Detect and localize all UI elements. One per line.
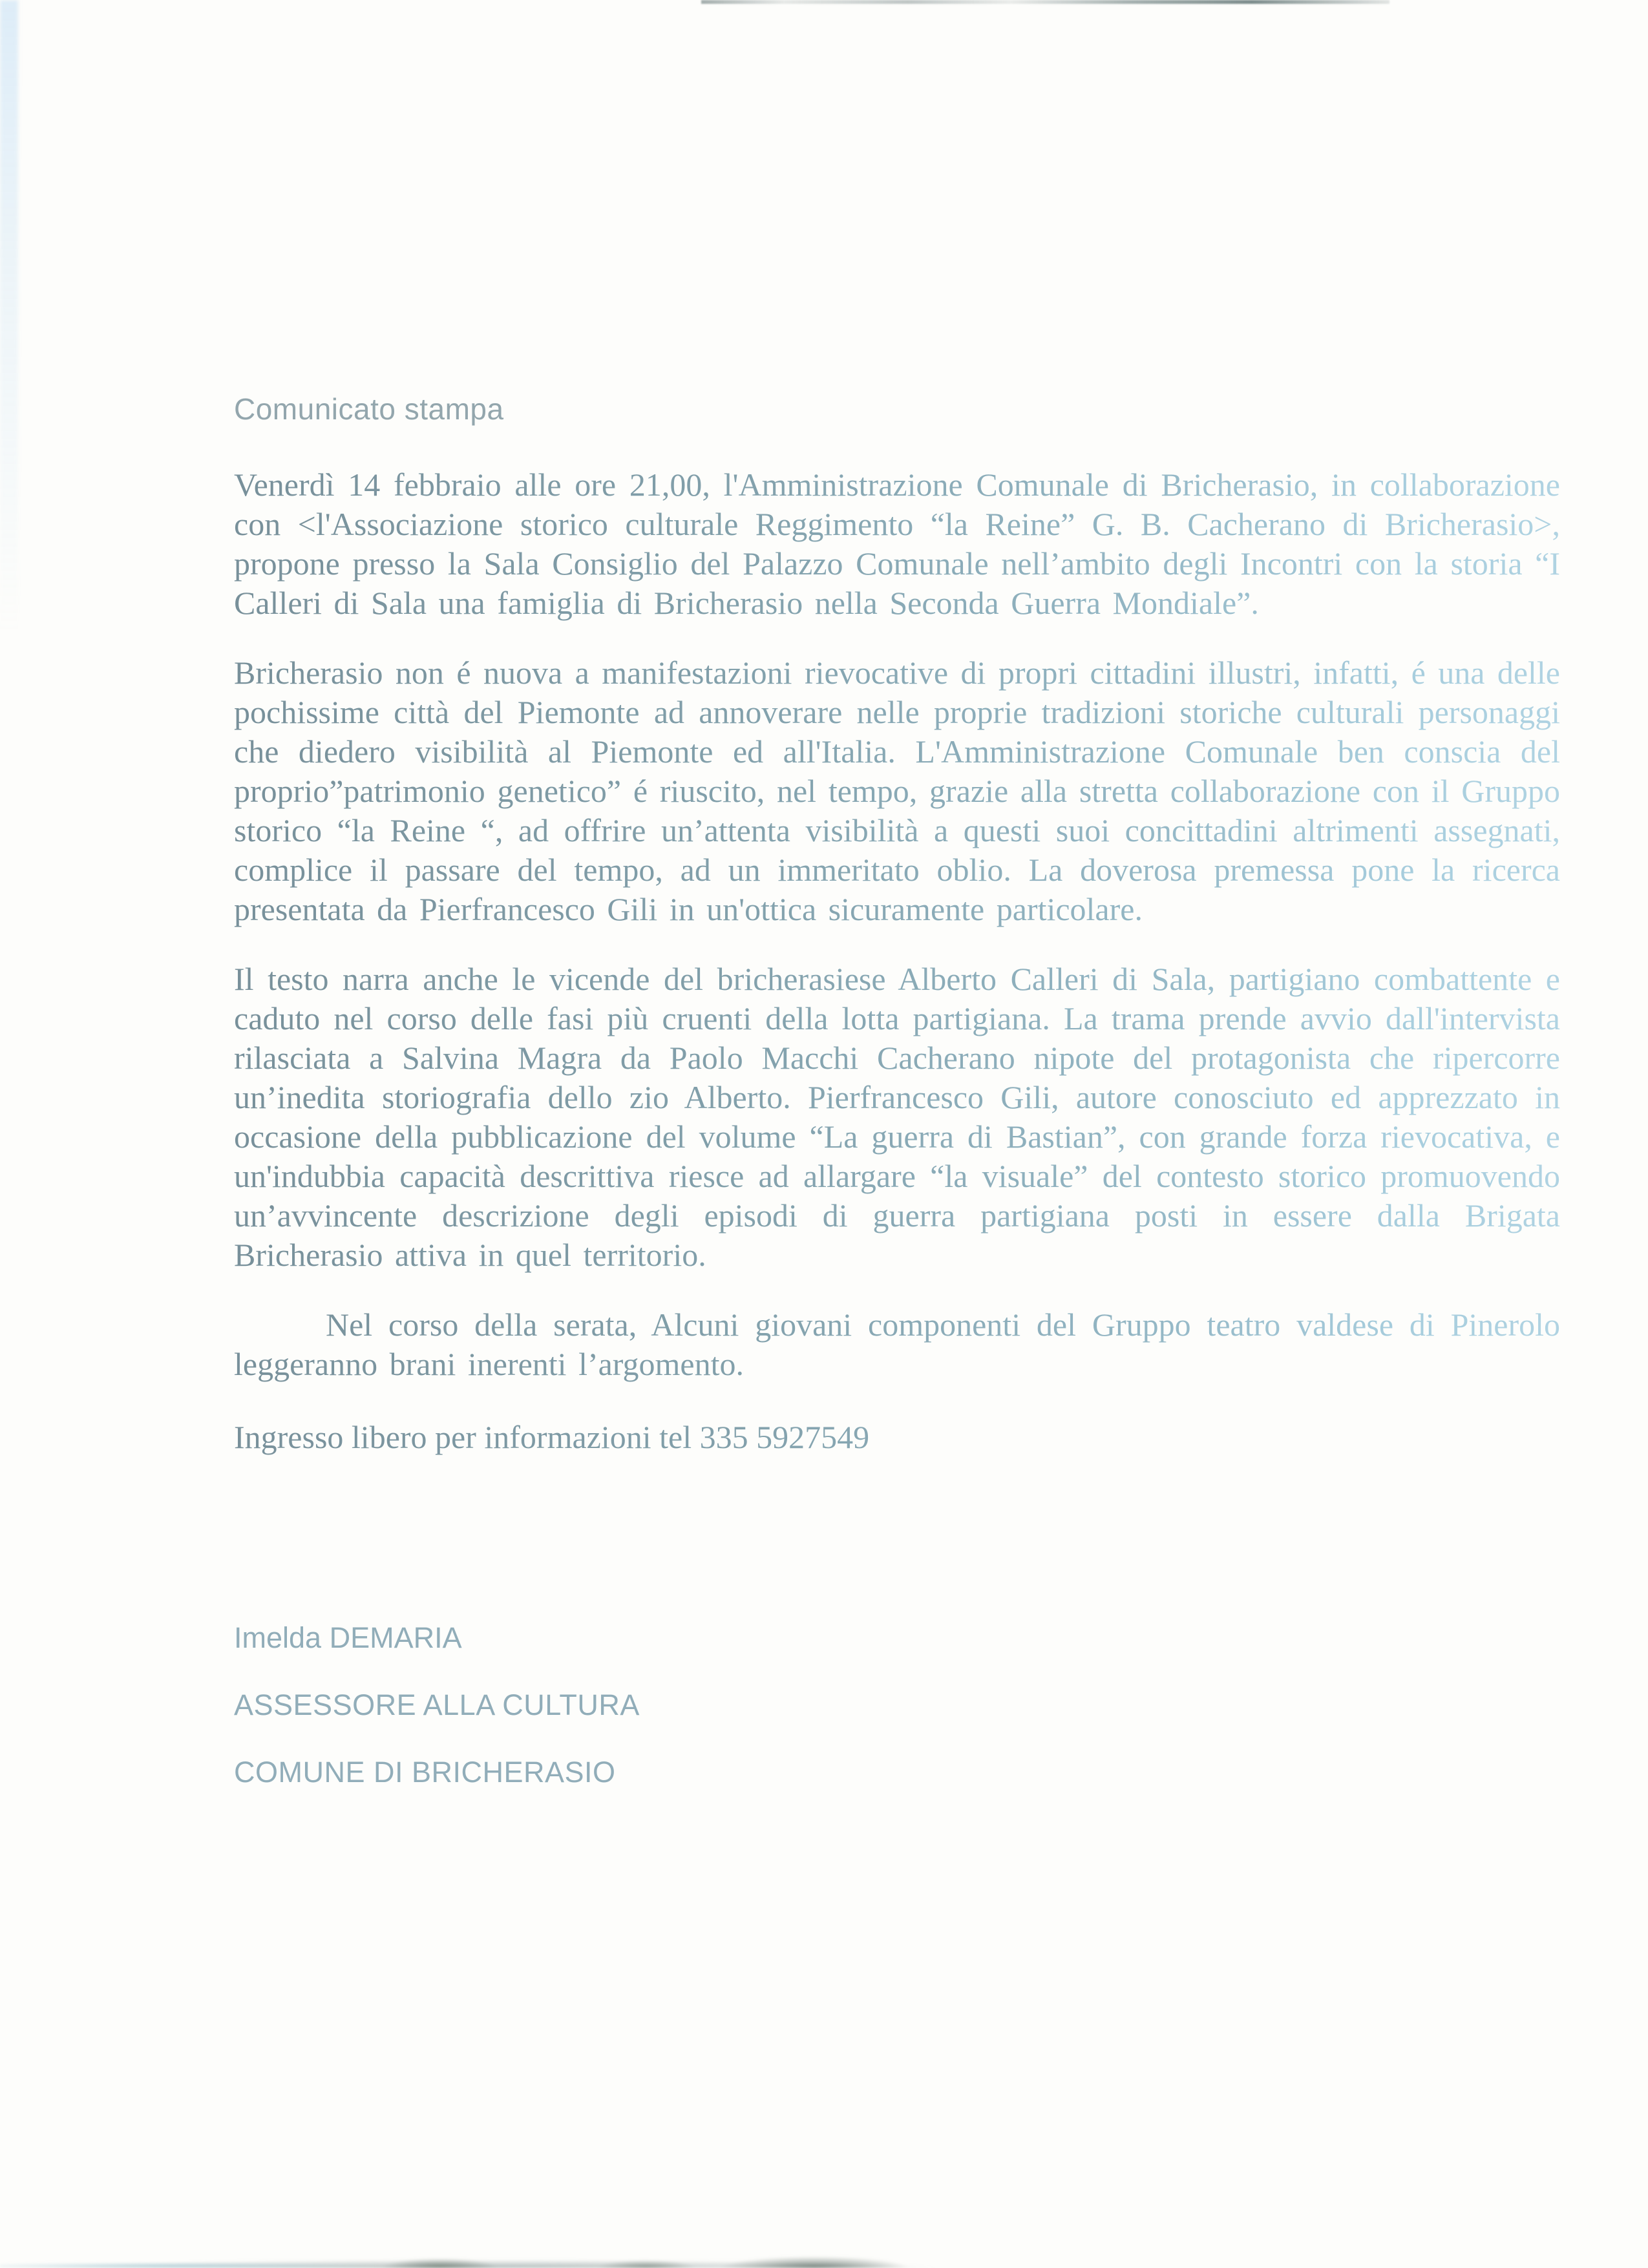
signature-name: Imelda DEMARIA bbox=[234, 1621, 462, 1654]
document-body bbox=[234, 0, 1560, 1790]
paragraph-event-announcement: Venerdì 14 febbraio alle ore 21,00, l'Amministrazione Comunale di Bricherasio, in collaborazione con <l'Associazione storico culturale Reggimento “la Reine” G. B. Cacherano di Bricherasio>, propone presso la Sala Consiglio del Palazzo Comunale nell’ambito degli Incontri con la storia “I Calleri di Sala una famiglia di Bricherasio nella Seconda Guerra Mondiale”. bbox=[234, 465, 1560, 623]
signature-role: ASSESSORE ALLA CULTURA bbox=[234, 1688, 640, 1721]
scan-artifact-bottom-smudge bbox=[0, 2241, 1060, 2268]
scan-artifact-left-streak bbox=[0, 0, 18, 633]
paragraph-evening-program: Nel corso della serata, Alcuni giovani componenti del Gruppo teatro valdese di Pinerolo leggeranno brani inerenti l’argomento. bbox=[234, 1305, 1560, 1384]
admission-info-line: Ingresso libero per informazioni tel 335 5927549 bbox=[234, 1418, 1560, 1457]
paragraph-background: Bricherasio non é nuova a manifestazioni rievocative di propri cittadini illustri, infatti, é una delle pochissime città del Piemonte ad annoverare nelle proprie tradizioni storiche culturali personaggi che diedero visibilità al Piemonte ed all'Italia. L'Amministrazione Comunale ben conscia del proprio”patrimonio genetico” é riuscito, nel tempo, grazie alla stretta collaborazione con il Gruppo storico “la Reine “, ad offrire un’attenta visibilità a questi suoi concittadini altrimenti assegnati, complice il passare del tempo, ad un immeritato oblio. La doverosa premessa pone la ricerca presentata da Pierfrancesco Gili in un'ottica sicuramente particolare. bbox=[234, 653, 1560, 929]
signature-organization: COMUNE DI BRICHERASIO bbox=[234, 1756, 616, 1789]
document-type-label: Comunicato stampa bbox=[234, 392, 504, 426]
paragraph-book-content: Il testo narra anche le vicende del bricherasiese Alberto Calleri di Sala, partigiano combattente e caduto nel corso delle fasi più cruenti della lotta partigiana. La trama prende avvio dall'intervista rilasciata a Salvina Magra da Paolo Macchi Cacherano nipote del protagonista che ripercorre un’inedita storiografia dello zio Alberto. Pierfrancesco Gili, autore conosciuto ed apprezzato in occasione della pubblicazione del volume “La guerra di Bastian”, con grande forza rievocativa, e un'indubbia capacità descrittiva riesce ad allargare “la visuale” del contesto storico promuovendo un’avvincente descrizione degli episodi di guerra partigiana posti in essere dalla Brigata Bricherasio attiva in quel territorio. bbox=[234, 960, 1560, 1275]
signature-block bbox=[234, 1620, 1560, 1790]
